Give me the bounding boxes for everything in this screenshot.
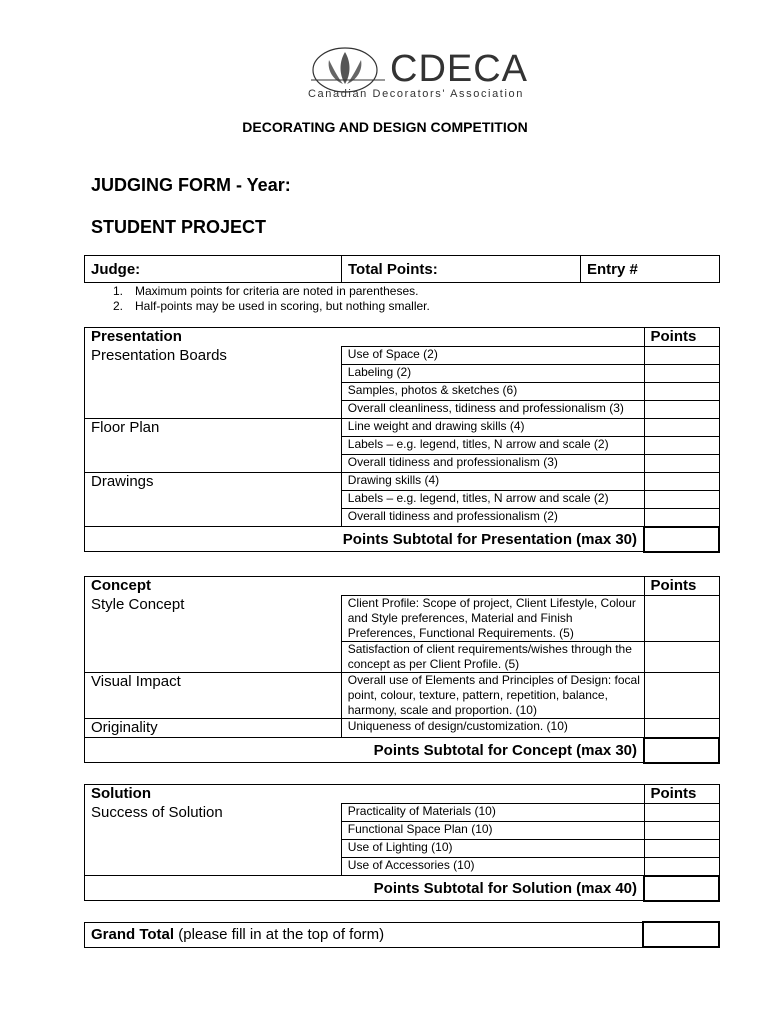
points-header: Points [644,785,719,804]
grand-total-table [84,921,720,948]
criterion: Satisfaction of client requirements/wishes through the concept as per Client Profile. (5) [341,642,644,673]
points-header: Points [644,577,719,596]
section-title: Concept [85,577,645,596]
judge-field[interactable] [85,256,342,283]
group-name: Presentation Boards [85,347,342,419]
grand-total-label [85,922,644,947]
points-cell[interactable] [644,804,719,822]
subtotal-label: Points Subtotal for Solution (max 40) [85,876,645,901]
note-number: 2. [113,299,124,313]
criterion: Overall tidiness and professionalism (2) [341,509,644,527]
criterion: Functional Space Plan (10) [341,822,644,840]
note-item [113,284,430,299]
criterion: Labels – e.g. legend, titles, N arrow and scale (2) [341,491,644,509]
points-cell[interactable] [644,822,719,840]
points-cell[interactable] [644,596,719,642]
points-cell[interactable] [644,365,719,383]
judge-label: Judge: [91,260,141,278]
project-type: STUDENT PROJECT [91,217,267,237]
points-cell[interactable] [644,455,719,473]
points-cell[interactable] [644,858,719,876]
group-name: Visual Impact [85,673,342,719]
criterion: Overall tidiness and professionalism (3) [341,455,644,473]
notes-list [113,284,430,314]
group-name: Style Concept [85,596,342,673]
criterion: Practicality of Materials (10) [341,804,644,822]
points-cell[interactable] [644,509,719,527]
logo-wordmark: CDECA [390,48,529,90]
note-number: 1. [113,284,124,298]
section-title: Presentation [85,328,645,347]
header-fields-table [84,255,720,283]
total-points-label: Total Points: [348,260,438,278]
section-title: Solution [85,785,645,804]
solution-table [84,784,720,902]
note-item [113,299,430,314]
criterion: Use of Lighting (10) [341,840,644,858]
points-cell[interactable] [644,673,719,719]
criterion: Uniqueness of design/customization. (10) [341,719,644,738]
entry-label: Entry # [587,260,638,278]
subtotal-box[interactable] [644,876,719,901]
grand-total-box[interactable] [643,922,719,947]
points-cell[interactable] [644,840,719,858]
criterion: Overall use of Elements and Principles of Design: focal point, colour, texture, pattern, repetition, balance, harmony, scale and proportion. (10) [341,673,644,719]
grand-total-title: Grand Total [91,926,175,943]
criterion: Line weight and drawing skills (4) [341,419,644,437]
points-cell[interactable] [644,473,719,491]
form-title: JUDGING FORM - Year: [91,175,291,195]
points-cell[interactable] [644,719,719,738]
group-name: Drawings [85,473,342,527]
subtotal-label: Points Subtotal for Presentation (max 30) [85,527,645,552]
criterion: Use of Space (2) [341,347,644,365]
points-cell[interactable] [644,347,719,365]
total-points-field[interactable] [342,256,581,283]
points-header: Points [644,328,719,347]
subtotal-box[interactable] [644,738,719,763]
criterion: Labels – e.g. legend, titles, N arrow and scale (2) [341,437,644,455]
note-text: Half-points may be used in scoring, but nothing smaller. [135,299,430,313]
subtotal-box[interactable] [644,527,719,552]
criterion: Labeling (2) [341,365,644,383]
presentation-table [84,327,720,553]
grand-total-note: (please fill in at the top of form) [178,926,385,943]
note-text: Maximum points for criteria are noted in parentheses. [135,284,419,298]
group-name: Success of Solution [85,804,342,876]
criterion: Samples, photos & sketches (6) [341,383,644,401]
criterion: Client Profile: Scope of project, Client Lifestyle, Colour and Style preferences, Material and Finish Preferences, Functional Requirements. (5) [341,596,644,642]
logo-subtitle: Canadian Decorators' Association [308,88,524,100]
points-cell[interactable] [644,419,719,437]
points-cell[interactable] [644,383,719,401]
entry-field[interactable] [581,256,720,283]
subtotal-label: Points Subtotal for Concept (max 30) [85,738,645,763]
group-name: Originality [85,719,342,738]
points-cell[interactable] [644,642,719,673]
points-cell[interactable] [644,491,719,509]
points-cell[interactable] [644,401,719,419]
group-name: Floor Plan [85,419,342,473]
criterion: Drawing skills (4) [341,473,644,491]
points-cell[interactable] [644,437,719,455]
competition-title: DECORATING AND DESIGN COMPETITION [242,119,528,135]
concept-table [84,576,720,764]
criterion: Overall cleanliness, tidiness and professionalism (3) [341,401,644,419]
criterion: Use of Accessories (10) [341,858,644,876]
